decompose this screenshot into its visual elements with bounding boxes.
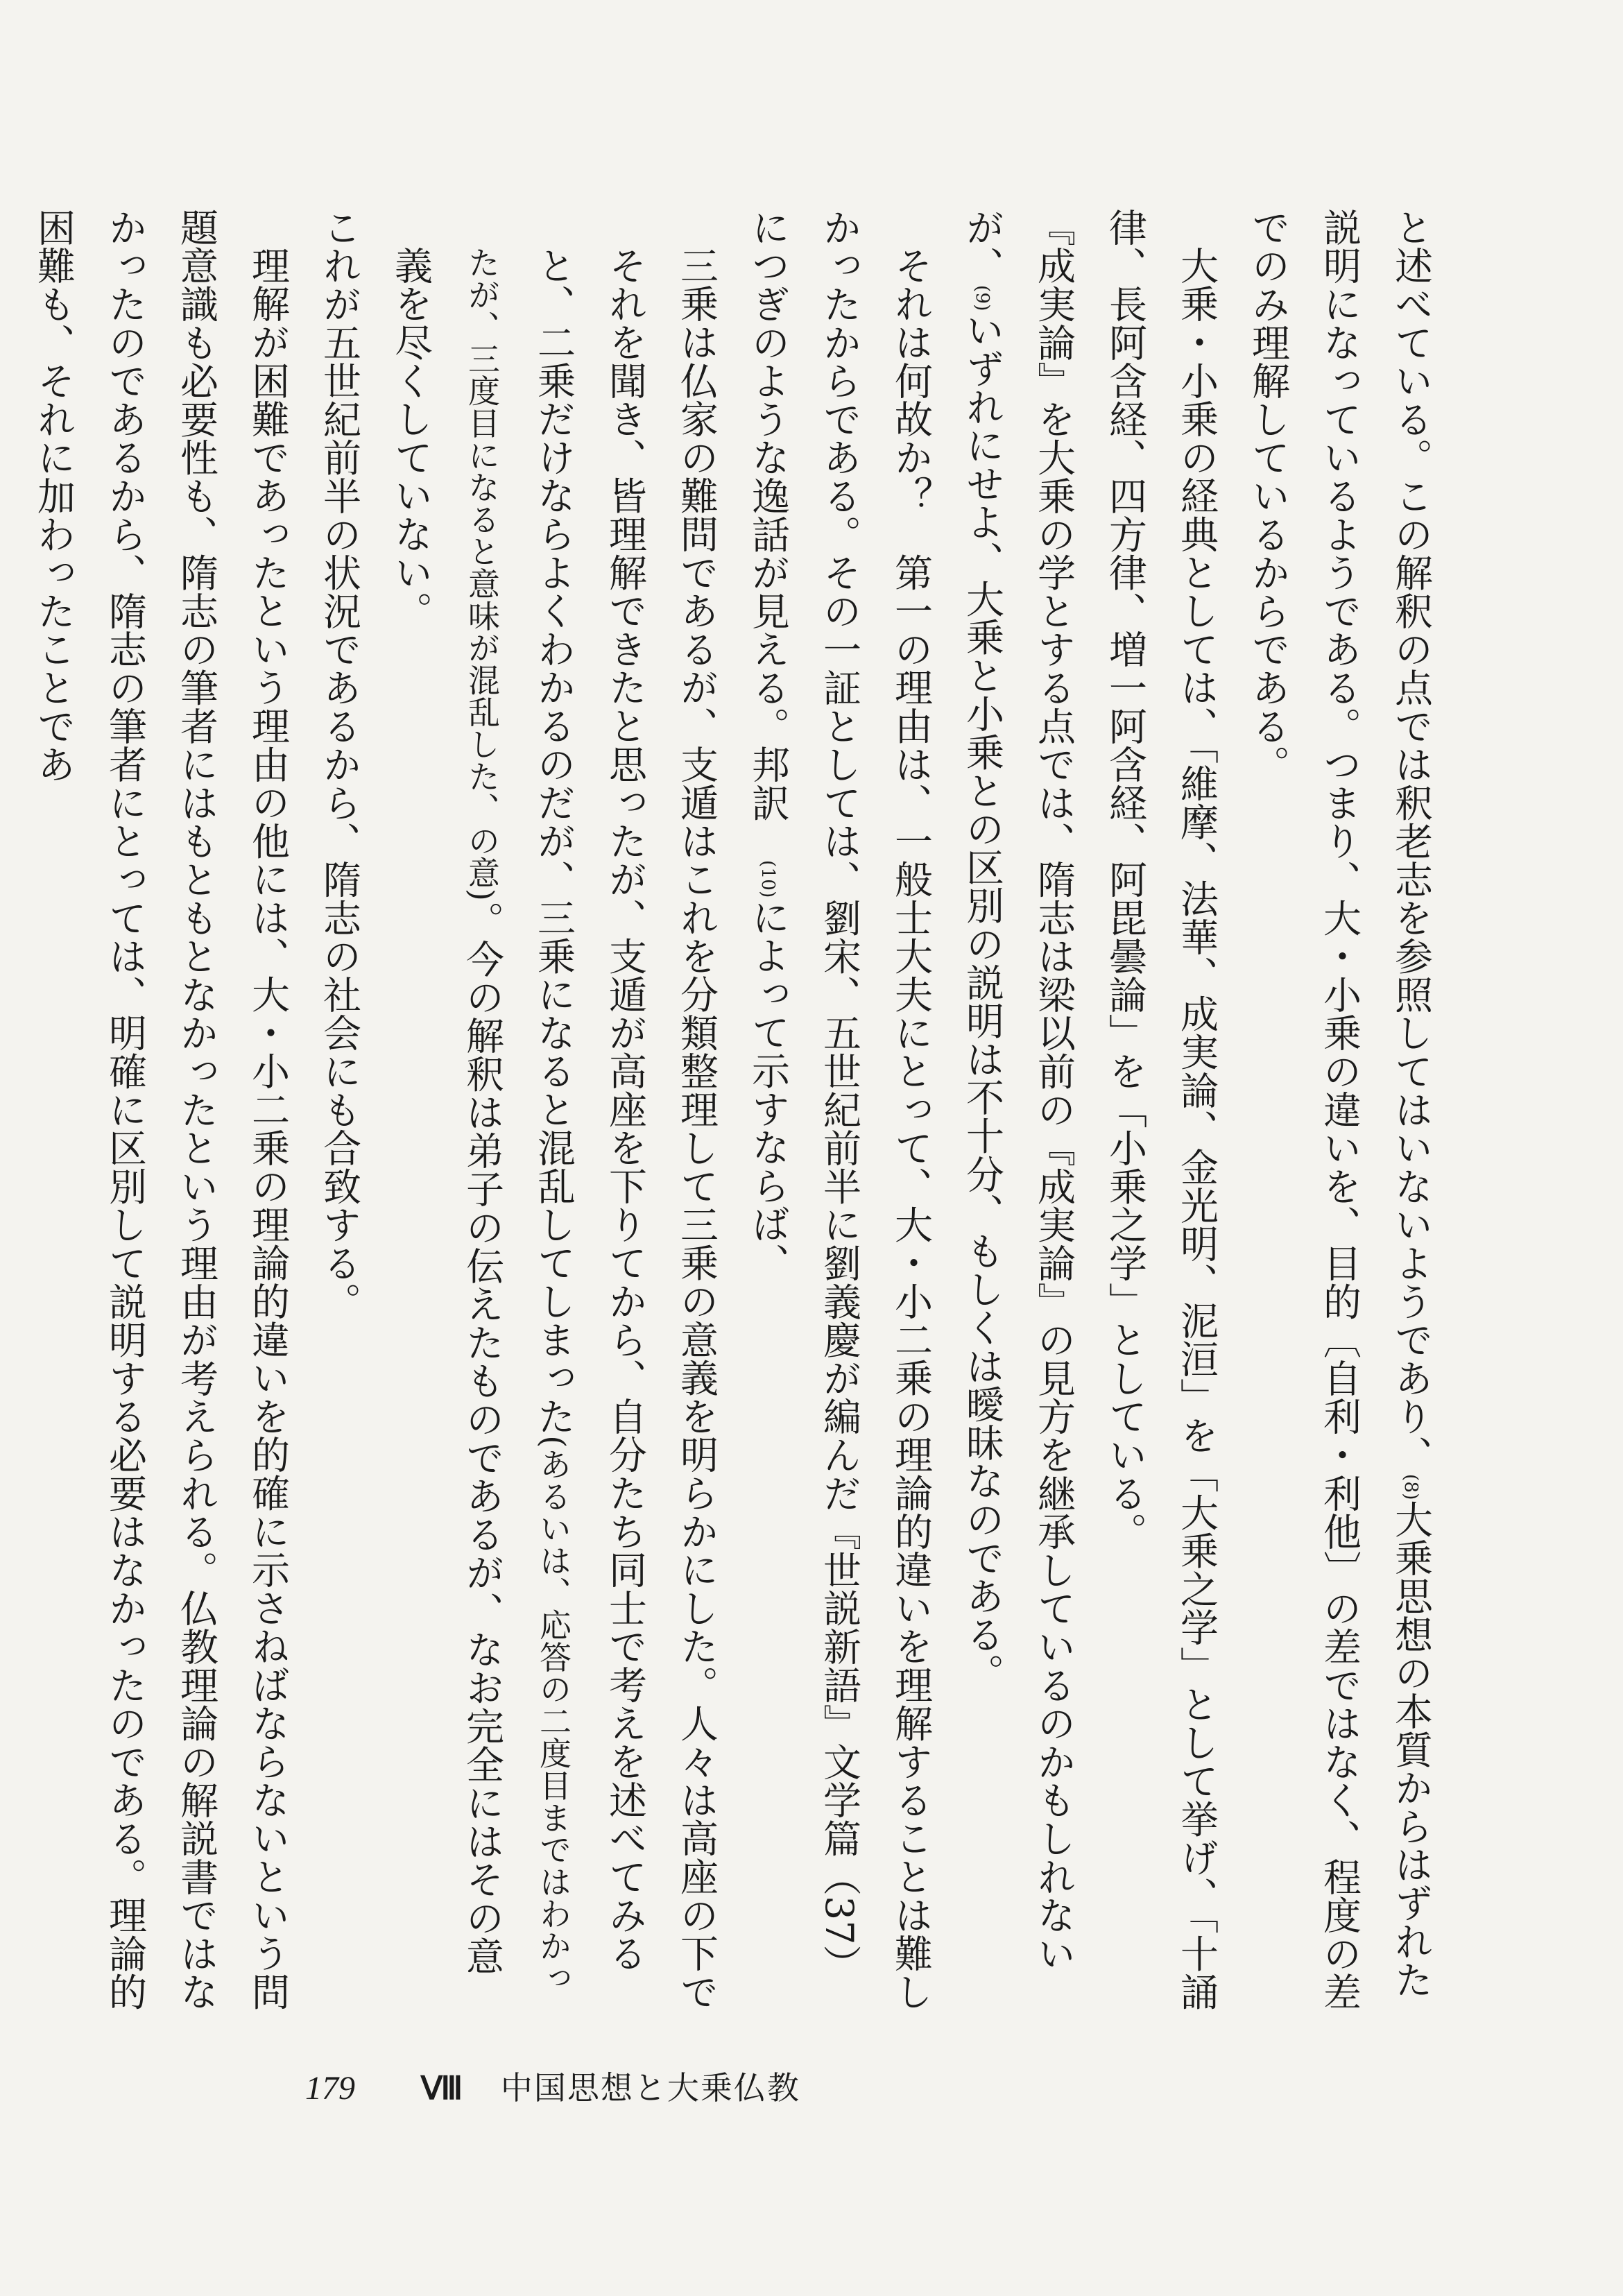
vertical-text-body — [31, 208, 1446, 2012]
inline-note: (あるいは、応答の二度目まではわかったが、三度目になると意味が混乱した、の意) — [463, 246, 572, 1994]
page-number: 179 — [305, 2070, 355, 2107]
paragraph-6: 理解が困難であったという理由の他には、大・小二乗の理論的違いを的確に示さねばならないという問題意識も必要性も、隋志の筆者にはもともとなかったという理由が考えられる。仏教理論の解説書ではなかったのであるから、隋志の筆者にとっては、明確に区別して説明する必要はなかったのである。理論的困難も、それに加わったことであ — [31, 208, 290, 2012]
paragraph-5: これが五世紀前半の状況であるから、隋志の社会にも合致する。 — [317, 208, 361, 1321]
paragraph-1: と述べている。この解釈の点では釈老志を参照してはいないようであり、(8)大乗思想の本質からはずれた説明になっているようである。つまり、大・小乗の違いを、目的〔自利・利他〕の差ではなく、程度の差でのみ理解しているからである。 — [1232, 208, 1446, 2012]
block-quote: 三乗は仏家の難問であるが、支遁はこれを分類整理して三乗の意義を明らかにした。人々は高座の下でそれを聞き、皆理解できたと思ったが、支遁が高座を下りてから、自分たち同士で考えを述べてみると、二乗だけならよくわかるのだが、三乗になると混乱してしまった(あるいは、応答の二度目まではわかったが、三度目になると意味が混乱した、の意)。今の解釈は弟子の伝えたものであるが、なお完全にはその意義を尽くしていない。 — [388, 246, 719, 2011]
chapter-number: Ⅷ — [420, 2071, 463, 2106]
footnote-ref-8[interactable]: (8) — [1400, 1473, 1421, 1500]
page-footer — [305, 2064, 929, 2119]
paragraph-2: 大乗・小乗の経典としては、「維摩、法華、成実論、金光明、泥洹」を「大乗之学」として挙げ、「十誦律、長阿含経、四方律、増一阿含経、阿毘曇論」を「小乗之学」としている。 — [1103, 208, 1219, 2012]
footnote-ref-9[interactable]: (9) — [972, 284, 993, 311]
paragraph-4: それは何故か？ 第一の理由は、一般士大夫にとって、大・小二乗の理論的違いを理解することは難しかったからである。その一証としては、劉宋、五世紀前半に劉義慶が編んだ『世説新語』文学篇（37）につぎのような逸話が見える。邦訳(10)によって示すならば、 — [732, 208, 946, 2012]
paragraph-3: 『成実論』を大乗の学とする点では、隋志は梁以前の『成実論』の見方を継承しているのかもしれないが、(9)いずれにせよ、大乗と小乗との区別の説明は不十分、もしくは曖昧なのである。 — [946, 208, 1089, 2012]
chapter-title: 中国思想と大乗仏教 — [500, 2069, 800, 2107]
footnote-ref-10[interactable]: (10) — [757, 859, 778, 898]
